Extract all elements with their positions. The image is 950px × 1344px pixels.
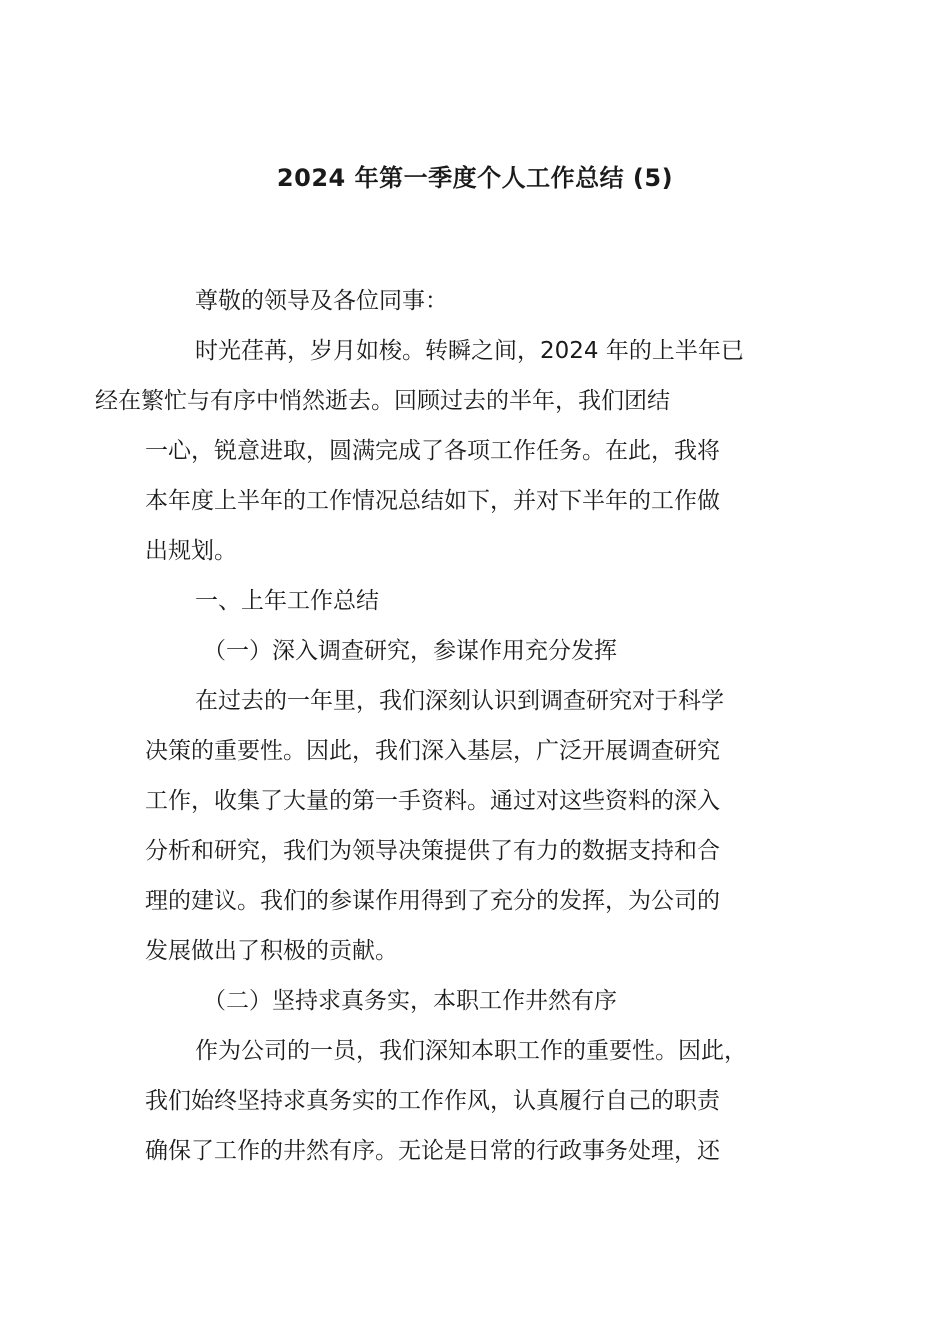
paragraph-line: 发展做出了积极的贡献。 [145,938,398,964]
paragraph-line: 决策的重要性。因此，我们深入基层，广泛开展调查研究 [145,738,720,764]
paragraph-line: 理的建议。我们的参谋作用得到了充分的发挥，为公司的 [145,888,720,914]
paragraph-line: 出规划。 [145,538,237,564]
document-title: 2024 年第一季度个人工作总结 (5) [276,164,674,192]
subsection-heading: （一）深入调查研究，参谋作用充分发挥 [203,638,617,664]
paragraph-line: 本年度上半年的工作情况总结如下，并对下半年的工作做 [145,488,720,514]
subsection-paragraph [145,676,835,976]
section-heading: 一、上年工作总结 [195,588,379,614]
subsection-paragraph [145,1026,835,1176]
document-body [95,276,835,1176]
salutation: 尊敬的领导及各位同事： [195,288,448,314]
paragraph-line: 经在繁忙与有序中悄然逝去。回顾过去的半年，我们团结 [95,388,670,414]
paragraph-line: 在过去的一年里，我们深刻认识到调查研究对于科学 [195,688,724,714]
subsection-heading: （二）坚持求真务实，本职工作井然有序 [203,988,617,1014]
paragraph-line: 我们始终坚持求真务实的工作作风，认真履行自己的职责 [145,1088,720,1114]
paragraph-line: 时光荏苒，岁月如梭。转瞬之间，2024 年的上半年已 [195,338,744,364]
intro-paragraph [95,326,835,576]
paragraph-line: 一心，锐意进取，圆满完成了各项工作任务。在此，我将 [145,438,720,464]
paragraph-line: 作为公司的一员，我们深知本职工作的重要性。因此， [195,1038,747,1064]
paragraph-line: 分析和研究，我们为领导决策提供了有力的数据支持和合 [145,838,720,864]
paragraph-line: 确保了工作的井然有序。无论是日常的行政事务处理，还 [145,1138,720,1164]
paragraph-line: 工作，收集了大量的第一手资料。通过对这些资料的深入 [145,788,720,814]
